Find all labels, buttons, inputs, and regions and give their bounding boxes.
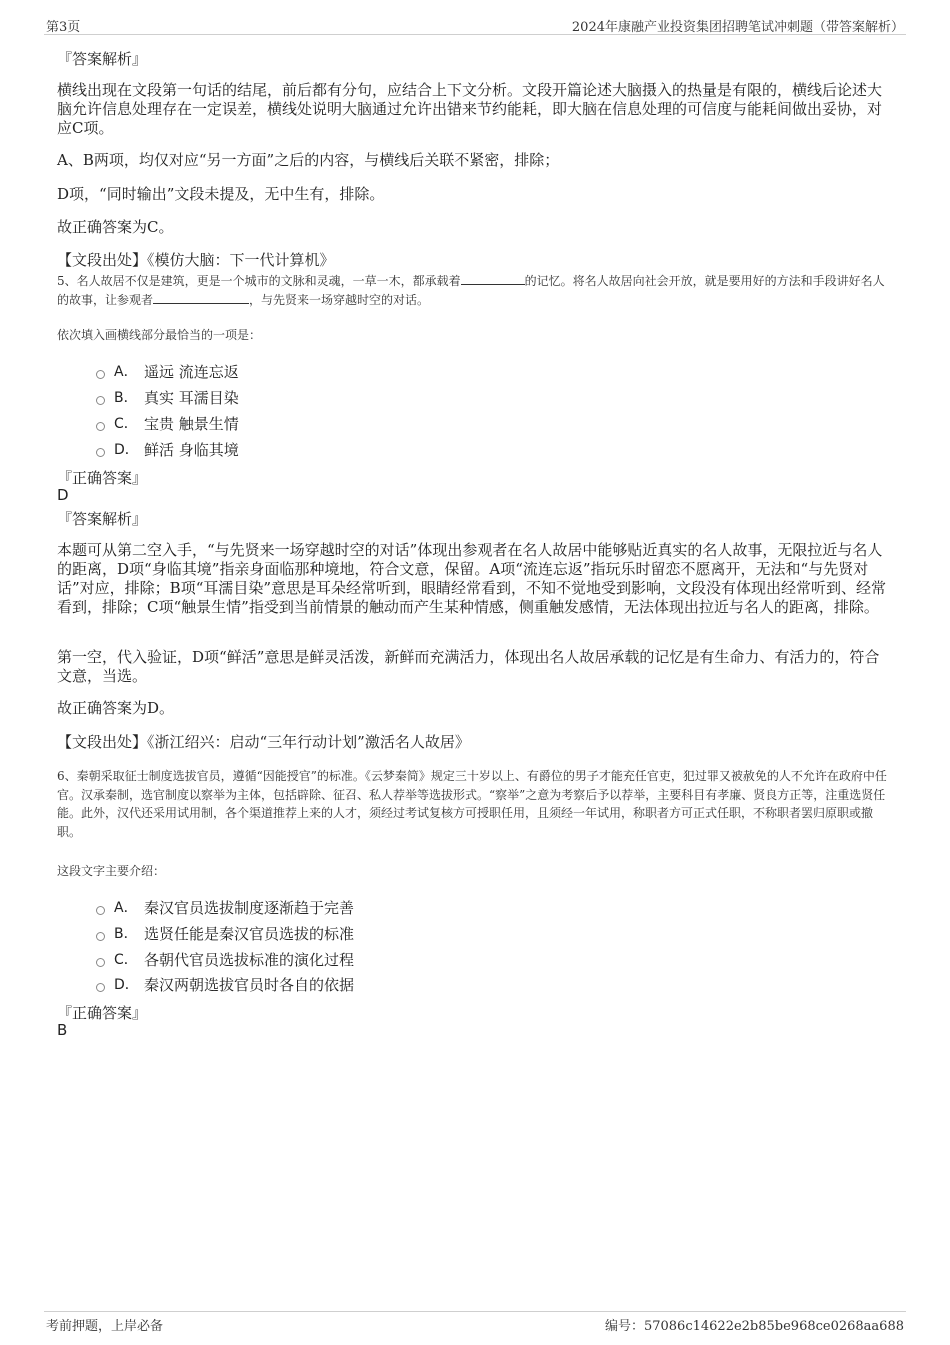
q5-blank-1 bbox=[461, 272, 525, 285]
q4-source: 【文段出处】《模仿大脑：下一代计算机》 bbox=[57, 251, 335, 269]
document-title: 2024年康融产业投资集团招聘笔试冲刺题（带答案解析） bbox=[571, 20, 904, 35]
q5-analysis-p1: 本题可从第二空入手，“与先贤来一场穿越时空的对话”体现出参观者在名人故居中能够贴近真实的名人故事，无限拉近与名人的距离，D项“身临其境”指亲身面临那种境地，符合文意，保留。A项“流连忘返”指玩乐时留恋不愿离开，无法和“与先贤对话”对应，排除；B项“耳濡目染”意思是耳朵经常听到，眼睛经常看到，不知不觉地受到影响，文段没有体现出经常听到、经常看到，排除；C项“触景生情”指受到当前情景的触动而产生某种情感，侧重触发感情，无法体现出拉近与名人的距离，排除。 bbox=[57, 541, 887, 616]
q5-answer: D bbox=[57, 486, 69, 504]
q5-blank-2 bbox=[153, 291, 249, 304]
radio-icon[interactable] bbox=[96, 906, 105, 915]
q4-analysis-p1: 横线出现在文段第一句话的结尾，前后都有分句，应结合上下文分析。文段开篇论述大脑摄入的热量是有限的，横线后论述大脑允许信息处理存在一定误差，横线处说明大脑通过允许出错来节约能耗，即大脑在信息处理的可信度与能耗间做出妥协，对应C项。 bbox=[57, 81, 883, 137]
q5-stem: 5、名人故居不仅是建筑，更是一个城市的文脉和灵魂，一草一木，都承载着 的记忆。将名人故居向社会开放，就是要用好的方法和手段讲好名人的故事，让参观者 ，与先贤来一场穿越时空的对话。 bbox=[57, 274, 885, 307]
q5-analysis-p3: 故正确答案为D。 bbox=[57, 699, 175, 717]
radio-icon[interactable] bbox=[96, 958, 105, 967]
q5-source: 【文段出处】《浙江绍兴：启动“三年行动计划”激活名人故居》 bbox=[57, 733, 470, 751]
q5-option-b[interactable]: B． 真实 耳濡目染 bbox=[96, 387, 239, 407]
q6-option-b[interactable]: B． 选贤任能是秦汉官员选拔的标准 bbox=[96, 923, 354, 943]
q5-prompt: 依次填入画横线部分最恰当的一项是： bbox=[57, 328, 262, 342]
q4-analysis-p3: D项，“同时输出”文段未提及，无中生有，排除。 bbox=[57, 185, 385, 203]
page-footer bbox=[44, 1311, 906, 1336]
q4-analysis-p2: A、B两项，均仅对应“另一方面”之后的内容，与横线后关联不紧密，排除； bbox=[57, 151, 560, 169]
q4-analysis-p4: 故正确答案为C。 bbox=[57, 218, 174, 236]
radio-icon[interactable] bbox=[96, 932, 105, 941]
q6-answer: B bbox=[57, 1021, 68, 1039]
q6-option-d[interactable]: D． 秦汉两朝选拔官员时各自的依据 bbox=[96, 974, 354, 994]
q6-option-c[interactable]: C． 各朝代官员选拔标准的演化过程 bbox=[96, 949, 354, 969]
q5-option-d[interactable]: D． 鲜活 身临其境 bbox=[96, 439, 239, 459]
q5-analysis-p2: 第一空，代入验证，D项“鲜活”意思是鲜灵活泼，新鲜而充满活力，体现出名人故居承载的记忆是有生命力、有活力的，符合文意，当选。 bbox=[57, 648, 880, 685]
q4-analysis-tag: 『答案解析』 bbox=[57, 50, 148, 68]
q5-option-c[interactable]: C． 宝贵 触景生情 bbox=[96, 413, 239, 433]
q6-stem: 6、秦朝采取征士制度选拔官员，遵循“因能授官”的标准。《云梦秦简》规定三十岁以上、有爵位的男子才能充任官吏，犯过罪又被赦免的人不允许在政府中任官。汉承秦制，选官制度以察举为主体，包括辟除、征召、私人荐举等选拔形式。“察举”之意为考察后予以荐举，主要科目有孝廉、贤良方正等，注重选贤任能。此外，汉代还采用试用制，各个渠道推荐上来的人才，须经过考试复核方可授职任用，且须经一年试用，称职者方可正式任职，不称职者罢归原职或撤职。 bbox=[57, 769, 887, 839]
q5-option-a[interactable]: A． 遥远 流连忘返 bbox=[96, 361, 239, 381]
q5-analysis-tag: 『答案解析』 bbox=[57, 510, 148, 528]
page-number: 第3页 bbox=[46, 20, 81, 35]
footer-serial: 编号：57086c14622e2b85be968ce0268aa688 bbox=[604, 1319, 904, 1334]
q6-prompt: 这段文字主要介绍： bbox=[57, 864, 166, 878]
radio-icon[interactable] bbox=[96, 396, 105, 405]
radio-icon[interactable] bbox=[96, 983, 105, 992]
radio-icon[interactable] bbox=[96, 422, 105, 431]
radio-icon[interactable] bbox=[96, 448, 105, 457]
radio-icon[interactable] bbox=[96, 370, 105, 379]
page-header bbox=[44, 14, 906, 35]
q6-option-a[interactable]: A． 秦汉官员选拔制度逐渐趋于完善 bbox=[96, 897, 354, 917]
q6-answer-tag: 『正确答案』 bbox=[57, 1004, 148, 1022]
footer-slogan: 考前押题，上岸必备 bbox=[46, 1319, 164, 1334]
q5-answer-tag: 『正确答案』 bbox=[57, 469, 148, 487]
